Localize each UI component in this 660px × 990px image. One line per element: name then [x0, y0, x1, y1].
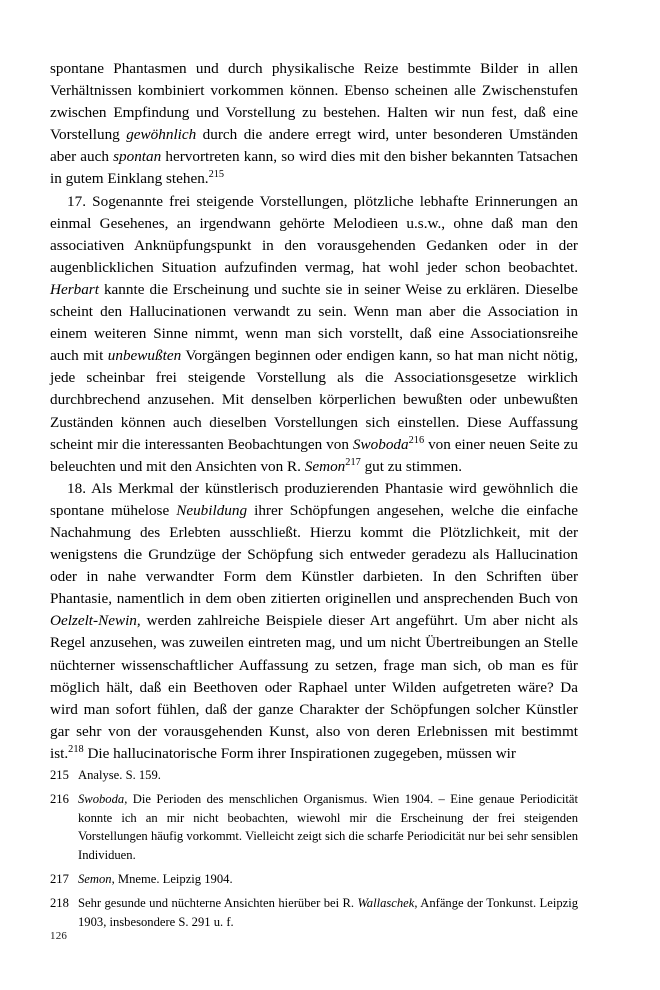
italic-run: Oelzelt-Newin	[50, 612, 137, 630]
footnote-number: 216	[50, 792, 69, 807]
footnote-entry	[50, 766, 578, 784]
paragraph	[50, 58, 578, 191]
italic-run: gewöhnlich	[126, 126, 197, 144]
footnote-text	[78, 870, 578, 888]
footnote-marker: 218	[68, 743, 84, 755]
text-run: 18. Als Merkmal der künstlerisch produzierenden Phantasie wird gewöhnlich die spontane mühelose	[50, 479, 578, 519]
italic-run: Neubildung	[176, 501, 248, 519]
footnote-entry	[50, 870, 578, 888]
italic-run: Swoboda	[352, 435, 409, 453]
text-run: , Anfänge der Tonkunst. Leipzig 1903, insbesondere S. 291 u. f.	[78, 896, 579, 929]
text-run: Analyse. S. 159.	[78, 768, 161, 782]
footnote-number: 217	[50, 872, 69, 887]
text-run: Vorgängen beginnen oder endigen kann, so hat man nicht nötig, jede scheinbar frei steigende Vorstellung als die Associationsgesetze wirklich durchbrechend anzusehen. Mit denselben körperlichen bewußten oder unbewußten Zuständen können auch dieselben Vorstellungen sich einstellen. Diese Auffassung scheint mir die interessanten Beobachtungen von	[50, 347, 578, 453]
text-run: Die hallucinatorische Form ihrer Inspirationen zugegeben, müssen wir	[83, 744, 516, 762]
text-run: , Mneme. Leipzig 1904.	[111, 872, 233, 887]
text-run: , Die Perioden des menschlichen Organismus. Wien 1904. – Eine genaue Periodicität konnte ich an mir nicht beobachten, wiewohl mir die Erscheinung der frei steigenden Vorstellungen häufig vorkommt. Vielleicht zeigt sich die scharfe Periodicität nur bei sehr sensiblen Individuen.	[78, 792, 578, 862]
italic-run: spontan	[113, 148, 162, 166]
text-run: gut zu stimmen.	[360, 457, 463, 475]
footnote-number: 218	[50, 896, 69, 911]
text-run: Sehr gesunde und nüchterne Ansichten hierüber bei R.	[78, 896, 358, 911]
text-run: 17. Sogenannte frei steigende Vorstellungen, plötzliche lebhafte Erinnerungen an einmal Gesehenes, an irgendwann gehörte Melodieen u.s.w., ohne daß man den associativen Anknüpfungspunkt in den vorausgehenden Gedanken oder in der augenblicklichen Situation aufzufinden vermag, hat wohl jeder schon beobachtet.	[50, 192, 578, 276]
italic-run: Swoboda	[78, 792, 125, 807]
footnote-entry	[50, 790, 578, 864]
text-run: ihrer Schöpfungen angesehen, welche die einfache Nachahmung des Erlebten ausschließt. Hierzu kommt die Plötzlichkeit, mit der wenigstens die Grundzüge der Schöpfung sich entweder geradezu als Hallucination oder in nahe verwandter Form dem Künstler darbieten. In den Schriften über Phantasie, namentlich in dem oben zitierten originellen und ansprechenden Buch von	[50, 501, 578, 608]
footnote-text	[78, 894, 578, 931]
text-run: von einer neuen Seite zu beleuchten und mit den Ansichten von R.	[50, 435, 578, 475]
italic-run: Wallaschek	[357, 896, 415, 911]
italic-run: unbewußten	[107, 347, 182, 365]
footnote-section	[50, 766, 578, 931]
footnote-number: 215	[50, 768, 69, 782]
footnote-marker: 216	[408, 434, 425, 446]
text-run: spontane Phantasmen und durch physikalische Reize bestimmte Bilder in allen Verhältnissen kombiniert vorkommen können. Ebenso scheinen alle Zwischenstufen zwischen Empfindung und Vorstellung zu bestehen. Halten wir nun fest, daß eine Vorstellung	[50, 60, 578, 144]
italic-run: Semon	[304, 457, 346, 475]
text-run: , werden zahlreiche Beispiele dieser Art angeführt. Um aber nicht als Regel anzusehen, was zuweilen eintreten mag, und um nicht Übertreibungen an Stelle nüchterner wissenschaftlicher Auffassung zu setzen, frage man sich, ob man es für möglich hält, daß ein Beethoven oder Raphael unter Wilden aufgetreten wäre? Da wird man sofort fühlen, daß der ganze Charakter der Schöpfungen solcher Künstler gar sehr von der vorausgehenden Kunst, also von deren Erlebnissen mit bestimmt ist.	[50, 612, 578, 762]
italic-run: Herbart	[50, 280, 99, 298]
italic-run: Semon	[78, 872, 112, 887]
text-run: hervortreten kann, so wird dies mit den bisher bekannten Tatsachen in gutem Einklang stehen.	[50, 148, 578, 188]
text-run: kannte die Erscheinung und suchte sie in seiner Weise zu erklären. Dieselbe scheint den Hallucinationen verwandt zu sein. Wenn man aber die Association in einem weiteren Sinne nimmt, wenn man sich vorstellt, daß eine Associationsreihe auch mit	[50, 280, 578, 365]
page-number: 126	[50, 930, 68, 942]
paragraph	[50, 478, 578, 765]
footnote-marker: 217	[345, 456, 361, 468]
footnote-marker: 215	[208, 169, 225, 181]
footnote-entry	[50, 894, 578, 931]
footnote-text	[78, 790, 578, 864]
footnote-text	[78, 766, 578, 784]
paragraph	[50, 191, 578, 478]
body-text-column	[50, 58, 578, 765]
text-run: durch die andere erregt wird, unter besonderen Umständen aber auch	[50, 126, 578, 166]
